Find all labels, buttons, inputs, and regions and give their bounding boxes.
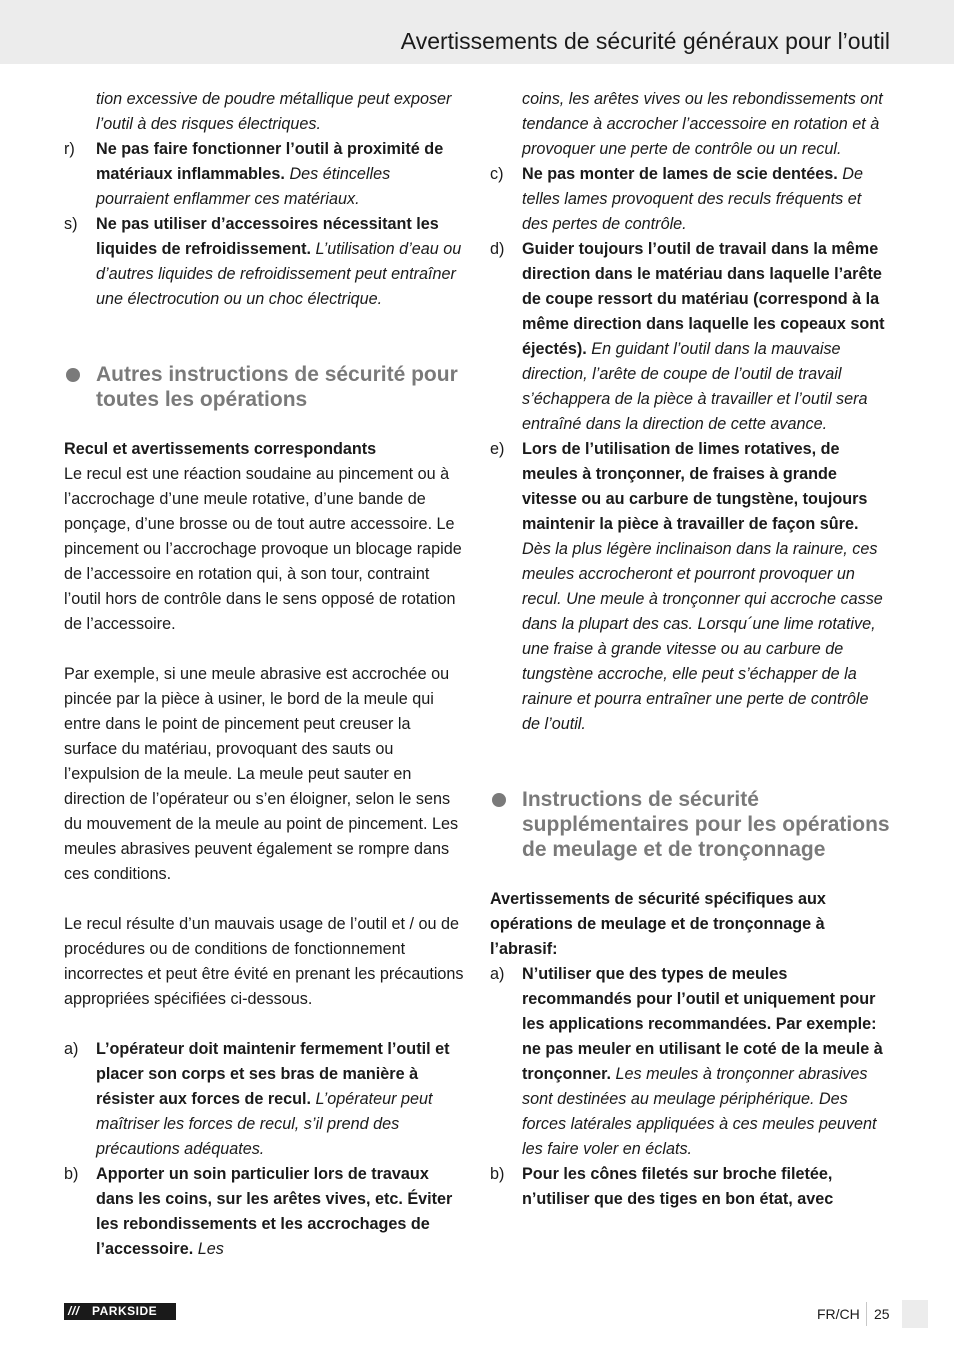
bullet-dot-icon bbox=[492, 793, 506, 807]
item-marker: b) bbox=[490, 1165, 505, 1183]
paragraph: Le recul est une réaction soudaine au pincement ou à l’accrochage d’une meule rotative, d’une bande de ponçage, d’une brosse ou de tout autre accessoire. Le pincement ou l’accrochage provoque un blocage rapide de l’accessoire en rotation qui, à son tour, contraint l’outil hors de contrôle dans le sens opposé de rotation de l’accessoire. bbox=[64, 465, 462, 633]
item-text: Des étincelles pourraient enflammer ces matériaux. bbox=[96, 165, 391, 208]
item-marker: c) bbox=[490, 165, 504, 183]
section-heading bbox=[64, 362, 464, 412]
item-bold-text: Guider toujours l’outil de travail dans la même direction dans le matériau dans laquelle l’arête de coupe ressort du matériau (correspond à la même direction dans laquelle les copeaux sont éjectés). bbox=[522, 240, 885, 358]
item-marker: r) bbox=[64, 140, 75, 158]
list-item-e bbox=[490, 437, 890, 737]
item-text: Dès la plus légère inclinaison dans la rainure, ces meules accrocheront et pourront provoquer un recul. Une meule à tronçonner qui accroche casse dans la plupart des cas. Lorsqu´une lime rotative, une fraise à grande vitesse ou au carbure de tungstène accroche, elle peut s’échapper de la rainure et pourra entraîner une perte de contrôle de l’outil. bbox=[522, 540, 883, 733]
section-heading bbox=[490, 787, 890, 862]
item-marker: s) bbox=[64, 215, 78, 233]
list-item-a bbox=[490, 962, 890, 1162]
item-marker: b) bbox=[64, 1165, 79, 1183]
list-item-b bbox=[64, 1162, 464, 1262]
right-column bbox=[490, 87, 890, 1212]
item-text: Les bbox=[197, 1240, 224, 1258]
parkside-logo bbox=[64, 1303, 176, 1320]
section-heading-text: Autres instructions de sécurité pour toutes les opérations bbox=[96, 363, 458, 411]
item-marker: d) bbox=[490, 240, 505, 258]
item-bold-text: N’utiliser que des types de meules recommandés pour l’outil et uniquement pour les applications recommandées. Par exemple: ne pas meuler en utilisant le coté de la meule à tronçonner. bbox=[522, 965, 883, 1083]
item-text: En guidant l’outil dans la mauvaise direction, l’arête de coupe de l’outil de travail s’échappera de la pièce à travailler et l’outil sera entraîné dans la direction de cette avance. bbox=[522, 340, 868, 433]
subheading: Avertissements de sécurité spécifiques aux opérations de meulage et de tronçonnage à l’abrasif: bbox=[490, 890, 826, 958]
item-marker: a) bbox=[490, 965, 505, 983]
section-heading-text: Instructions de sécurité supplémentaires pour les opérations de meulage et de tronçonnage bbox=[522, 788, 890, 861]
item-text: L’utilisation d’eau ou d’autres liquides de refroidissement peut entraîner une électrocution ou un choc électrique. bbox=[96, 240, 462, 308]
item-bold-text: Apporter un soin particulier lors de travaux dans les coins, sur les arêtes vives, etc. Éviter les rebondissements et les accrochages de l’accessoire. bbox=[96, 1165, 453, 1258]
continued-text: coins, les arêtes vives ou les rebondissements ont tendance à accrocher l’accessoire en rotation et à provoquer une perte de contrôle ou un recul. bbox=[522, 90, 883, 158]
list-item-c bbox=[490, 162, 890, 237]
language-code: FR/CH bbox=[817, 1306, 860, 1322]
list-item-r bbox=[64, 137, 464, 212]
paragraph: Par exemple, si une meule abrasive est accrochée ou pincée par la pièce à usiner, le bord de la meule qui entre dans le point de pincement peut creuser la surface du matériau, provoquant des sauts ou l’expulsion de la meule. La meule peut sauter en direction de l’opérateur ou s’en éloigner, selon le sens du mouvement de la meule au point de pincement. Les meules abrasives peuvent également se rompre dans ces conditions. bbox=[64, 665, 459, 883]
logo-brand: PARKSIDE bbox=[92, 1304, 158, 1318]
list-item-b bbox=[490, 1162, 890, 1212]
list-item-d bbox=[490, 237, 890, 437]
item-marker: a) bbox=[64, 1040, 79, 1058]
bullet-dot-icon bbox=[66, 368, 80, 382]
subheading: Recul et avertissements correspondants bbox=[64, 440, 377, 458]
logo-slashes: /// bbox=[68, 1304, 80, 1318]
item-bold-text: Pour les cônes filetés sur broche filetée, n’utiliser que des tiges en bon état, avec bbox=[522, 1165, 834, 1208]
item-bold-text: Ne pas monter de lames de scie dentées. bbox=[522, 165, 838, 183]
item-marker: e) bbox=[490, 440, 505, 458]
page-title: Avertissements de sécurité généraux pour l’outil bbox=[400, 28, 890, 54]
list-item-s bbox=[64, 212, 464, 312]
continued-text: tion excessive de poudre métallique peut exposer l’outil à des risques électriques. bbox=[96, 90, 452, 133]
list-item-a bbox=[64, 1037, 464, 1162]
item-bold-text: L’opérateur doit maintenir fermement l’outil et placer son corps et ses bras de manière à résister aux forces de recul. bbox=[96, 1040, 450, 1108]
item-text: L’opérateur peut maîtriser les forces de recul, s’il prend des précautions adéquates. bbox=[96, 1090, 433, 1158]
paragraph: Le recul résulte d’un mauvais usage de l’outil et / ou de procédures ou de conditions de fonctionnement incorrectes et peut être évité en prenant les précautions appropriées spécifiées ci-dessous. bbox=[64, 915, 464, 1008]
item-bold-text: Ne pas faire fonctionner l’outil à proximité de matériaux inflammables. bbox=[96, 140, 444, 183]
item-text: Les meules à tronçonner abrasives sont destinées au meulage périphérique. Des forces latérales appliquées à ces meules peuvent les faire voler en éclats. bbox=[522, 1065, 877, 1158]
footer-divider bbox=[866, 1302, 867, 1326]
page-number: 25 bbox=[874, 1306, 890, 1322]
footer-tab bbox=[902, 1300, 928, 1328]
left-column bbox=[64, 87, 464, 1262]
item-text: De telles lames provoquent des reculs fréquents et des pertes de contrôle. bbox=[522, 165, 863, 233]
item-bold-text: Ne pas utiliser d’accessoires nécessitant les liquides de refroidissement. bbox=[96, 215, 439, 258]
item-bold-text: Lors de l’utilisation de limes rotatives, de meules à tronçonner, de fraises à grande vitesse ou au carbure de tungstène, toujours maintenir la pièce à travailler de façon sûre. bbox=[522, 440, 868, 533]
